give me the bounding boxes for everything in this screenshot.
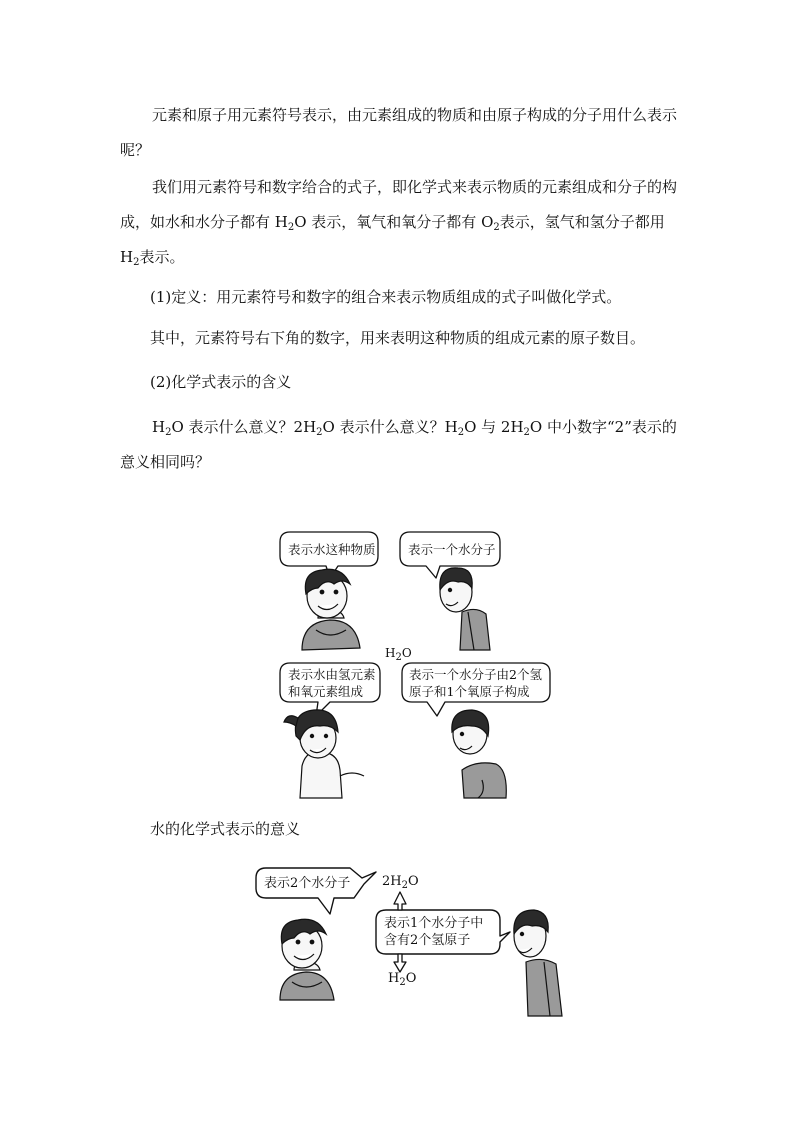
- paragraph-intro: 元素和原子用元素符号表示，由元素组成的物质和由原子构成的分子用什么表示呢？: [120, 106, 678, 159]
- man-illustration-right: [514, 910, 562, 1016]
- boy-illustration-left: [280, 919, 334, 1000]
- bubble-text-elements-line2: 和氧元素组成: [288, 684, 364, 699]
- bubble-text-hydrogen-line1: 表示1个水分子中: [384, 916, 484, 931]
- bubble-text-atoms-line2: 原子和1个氧原子构成: [409, 684, 530, 699]
- bubble-text-hydrogen-line2: 含有2个氢原子: [384, 933, 471, 948]
- paragraph-subscript-meaning: 其中，元素符号右下角的数字，用来表明这种物质的组成元素的原子数目。: [150, 329, 646, 347]
- formula-2h2o: $2H_2O$: [382, 874, 419, 891]
- paragraph-question: $H_2O$ 表示什么意义？$2H_2O$ 表示什么意义？$H_2O$ 与 $2H_2O$ 中小数字“2”表示的意义相同吗？: [120, 418, 677, 471]
- bubble-text-elements-line1: 表示水由氢元素: [288, 667, 376, 682]
- bubble-text-water-substance: 表示水这种物质: [288, 542, 376, 557]
- heading-formula-meaning: (2)化学式表示的含义: [150, 373, 292, 391]
- figure-caption: 水的化学式表示的意义: [150, 820, 301, 838]
- formula-h2o-bottom: $H_2O$: [388, 971, 417, 988]
- paragraph-definition: (1)定义：用元素符号和数字的组合来表示物质组成的式子叫做化学式。: [150, 288, 622, 306]
- bubble-text-atoms-line1: 表示一个水分子由2个氢: [409, 667, 542, 682]
- formula-h2o-center: $H_2O$: [385, 646, 412, 663]
- paragraph-chemical-formula: 我们用元素符号和数字给合的式子，即化学式来表示物质的元素组成和分子的构成，如水和水分子都有 $H_2O$ 表示，氧气和氧分子都有 $O_2$表示，氢气和氢分子都用 $H_2$表示。: [120, 178, 678, 268]
- bubble-text-two-molecules: 表示2个水分子: [264, 876, 351, 891]
- bubble-text-one-molecule: 表示一个水分子: [408, 542, 496, 557]
